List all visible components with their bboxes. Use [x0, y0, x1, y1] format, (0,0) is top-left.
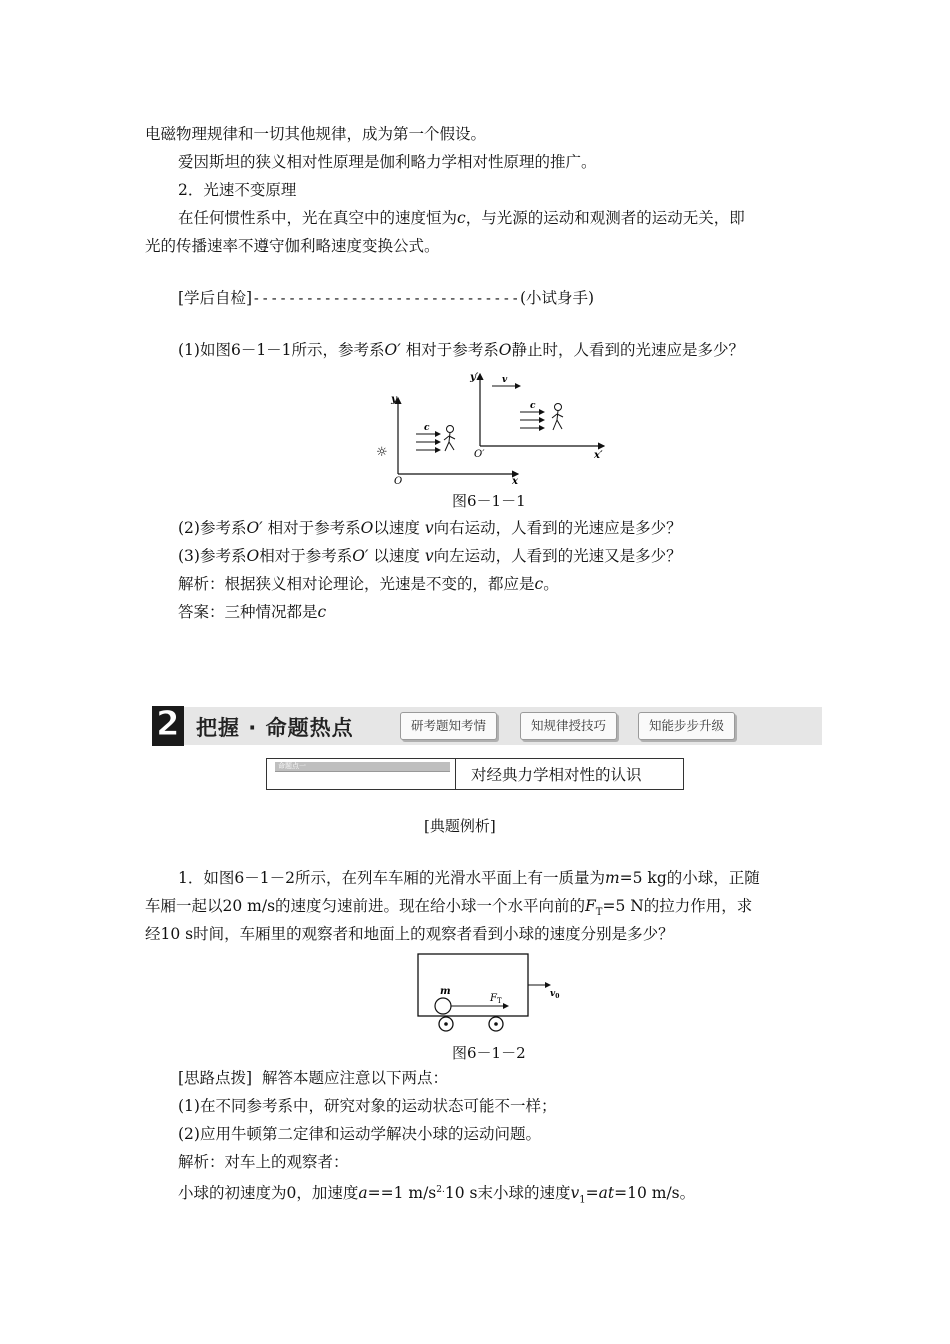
- example-header: [典题例析]: [424, 817, 496, 835]
- velocity-label: v: [502, 375, 508, 385]
- selfcheck-header: [学后自检]------------------------------(小试身手): [178, 289, 595, 307]
- section-banner: [152, 706, 822, 746]
- example-analysis: 解析：对车上的观察者：: [178, 1153, 349, 1171]
- example-line-2: 车厢一起以20 m/s的速度匀速前进。现在给小球一个水平向前的$F_T=5$ N的拉力作用，求: [145, 897, 753, 919]
- example-hint-header: [思路点拨] 解答本题应注意以下两点：: [178, 1069, 448, 1087]
- axis-x-prime-label: x′: [594, 450, 603, 461]
- origin-o-prime-label: O′: [474, 449, 485, 460]
- intro-heading-2: 2．光速不变原理: [178, 181, 297, 199]
- light-speed-label-2: c: [530, 401, 536, 411]
- mass-label: m: [440, 986, 451, 997]
- light-source-icon: ☼: [376, 445, 388, 460]
- example-line-1: 1．如图6－1－2所示，在列车车厢的光滑水平面上有一质量为m=5 kg的小球，正随: [178, 869, 760, 887]
- selfcheck-question-2: (2)参考系O′ 相对于参考系O以速度 v向右运动，人看到的光速应是多少？: [178, 519, 682, 537]
- example-hint-2: (2)应用牛顿第二定律和运动学解决小球的运动问题。: [178, 1125, 541, 1143]
- selfcheck-question-3: (3)参考系O相对于参考系O′ 以速度 v向左运动，人看到的光速又是多少？: [178, 547, 682, 565]
- light-speed-label-1: c: [424, 423, 430, 433]
- axis-y-prime-label: y′: [470, 372, 479, 383]
- topic-title: 对经典力学相对性的认识: [471, 766, 642, 784]
- intro-paragraph-1: 电磁物理规律和一切其他规律，成为第一个假设。: [145, 125, 487, 143]
- figure-2-caption: 图6－1－2: [452, 1044, 526, 1062]
- example-hint-1: (1)在不同参考系中，研究对象的运动状态可能不一样；: [178, 1097, 557, 1115]
- intro-paragraph-3: 在任何惯性系中，光在真空中的速度恒为c，与光源的运动和观测者的运动无关，即: [178, 209, 745, 227]
- topic-box: [266, 758, 684, 790]
- section-title: 把握 · 命题热点: [196, 716, 354, 740]
- topic-tag: 命题点一: [275, 762, 450, 771]
- intro-paragraph-4: 光的传播速率不遵守伽利略速度变换公式。: [145, 237, 440, 255]
- figure-train-car: [410, 950, 570, 1036]
- figure-reference-frames: [370, 366, 620, 486]
- origin-o-label: O: [394, 476, 403, 486]
- selfcheck-analysis: 解析：根据狭义相对论理论，光速是不变的，都应是c。: [178, 575, 559, 593]
- figure-1-caption: 图6－1－1: [452, 492, 526, 510]
- axis-y-label: y: [391, 394, 397, 405]
- section-number-badge: 2: [152, 706, 184, 746]
- tab-exam-insight[interactable]: 研考题知考情: [400, 712, 497, 740]
- selfcheck-question-1: (1)如图6－1－1所示，参考系O′ 相对于参考系O静止时，人看到的光速应是多少？: [178, 341, 744, 359]
- force-label: $F_T$: [490, 993, 502, 1005]
- tab-skill-tips[interactable]: 知规律授技巧: [520, 712, 617, 740]
- axis-x-label: x: [512, 476, 518, 486]
- selfcheck-answer: 答案：三种情况都是c: [178, 603, 327, 621]
- tab-level-up[interactable]: 知能步步升级: [638, 712, 735, 740]
- example-analysis-line: 小球的初速度为0，加速度a==1 $m/s^{2.}10$ s末小球的速度$v_1=at=10$ m/s。: [178, 1184, 696, 1206]
- velocity-v0-label: $v_0$: [550, 989, 560, 1000]
- intro-paragraph-2: 爱因斯坦的狭义相对性原理是伽利略力学相对性原理的推广。: [178, 153, 597, 171]
- example-line-3: 经10 s时间，车厢里的观察者和地面上的观察者看到小球的速度分别是多少？: [145, 925, 674, 943]
